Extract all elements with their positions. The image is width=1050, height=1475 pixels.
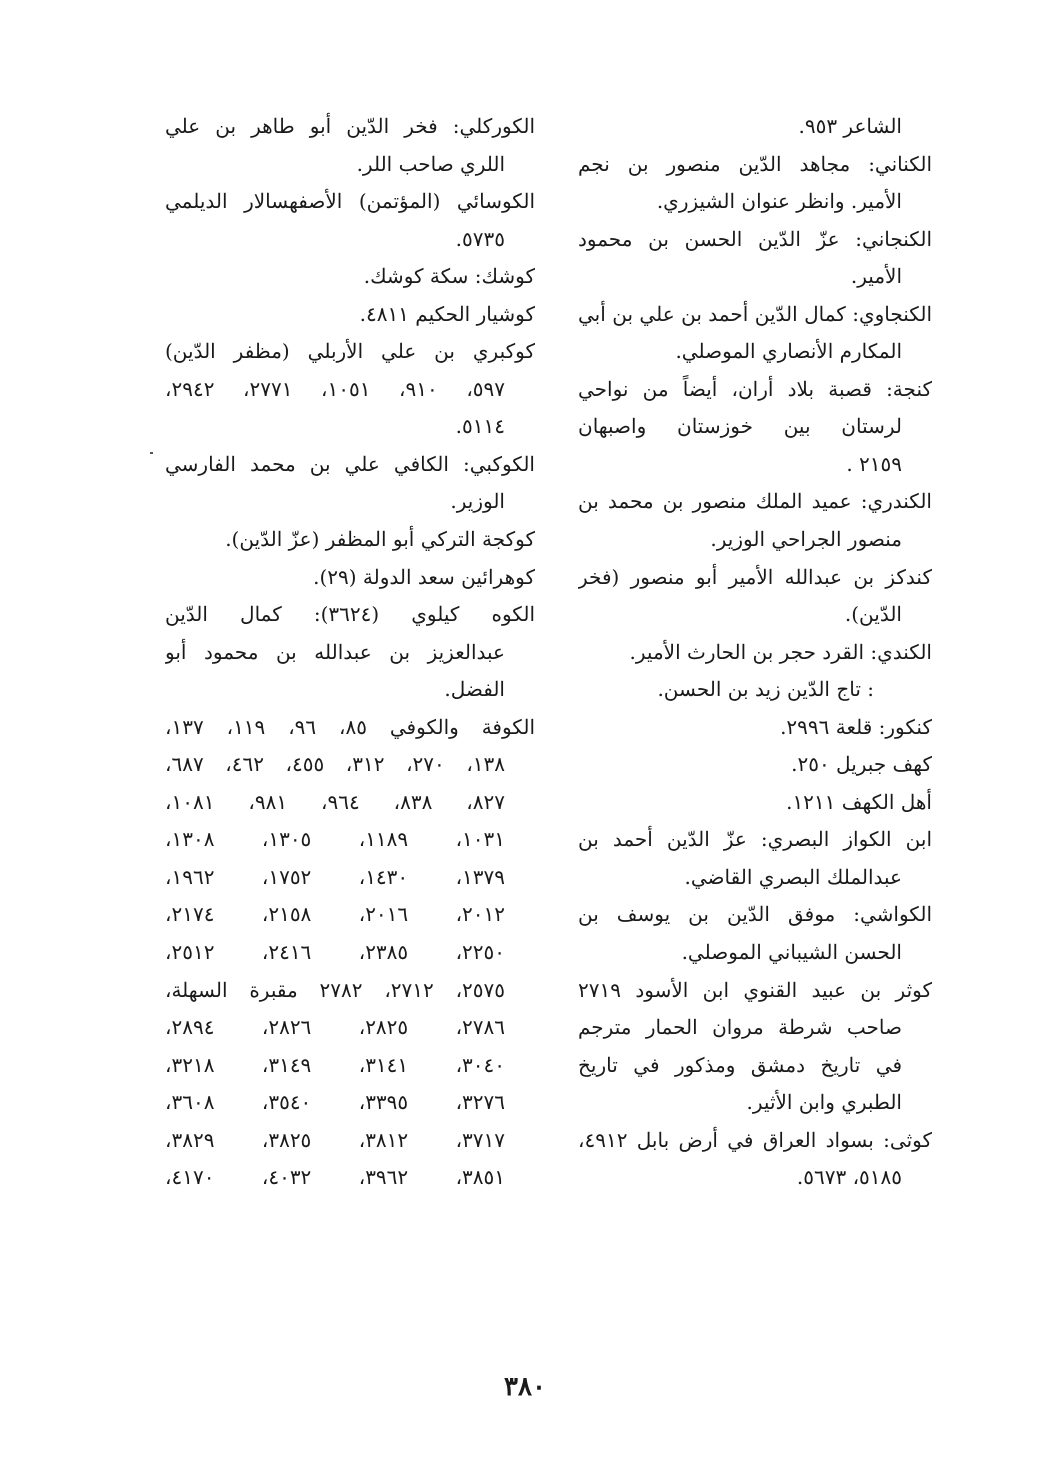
index-line: الكندي: القرد حجر بن الحارث الأمير. <box>629 639 932 664</box>
index-line: : تاج الدّين زيد بن الحسن. <box>657 677 874 702</box>
index-line: كوثر بن عبيد القنوي ابن الأسود ٢٧١٩ <box>578 977 932 1002</box>
index-line: الطبري وابن الأثير. <box>746 1090 902 1115</box>
index-line: كوثى: بسواد العراق في أرض بابل ٤٩١٢، <box>578 1127 932 1152</box>
index-line: الكواشي: موفق الدّين بن يوسف بن <box>578 902 932 927</box>
index-line: كوكبري بن علي الأربلي (مظفر الدّين) <box>165 339 535 364</box>
index-line: ٥١١٤. <box>455 414 505 439</box>
index-line: ٥٧٣٥. <box>455 226 505 251</box>
index-line: ٢٠١٢، ٢٠١٦، ٢١٥٨، ٢١٧٤، <box>165 902 506 927</box>
index-line: الكوسائي (المؤتمن) الأصفهسالار الديلمي <box>165 189 535 214</box>
index-line: الأمير. وانظر عنوان الشيزري. <box>656 189 902 214</box>
index-line: ٣٢٧٦، ٣٣٩٥، ٣٥٤٠، ٣٦٠٨، <box>165 1090 506 1115</box>
index-line: اللري صاحب اللر. <box>356 151 505 176</box>
index-line: في تاريخ دمشق ومذكور في تاريخ <box>578 1052 902 1077</box>
index-line: ٨٢٧، ٨٣٨، ٩٦٤، ٩٨١، ١٠٨١، <box>165 789 505 814</box>
index-line: الكنجاني: عزّ الدّين الحسن بن محمود <box>578 226 932 251</box>
index-line: الفضل. <box>444 677 505 702</box>
index-line: ٢٢٥٠، ٢٣٨٥، ٢٤١٦، ٢٥١٢، <box>165 940 506 965</box>
index-line: الكوركلي: فخر الدّين أبو طاهر بن علي <box>165 114 535 138</box>
index-line: الكندري: عميد الملك منصور بن محمد بن <box>578 489 932 514</box>
index-line: كهف جبريل ٢٥٠. <box>791 752 932 777</box>
index-line: أهل الكهف ١٢١١. <box>786 789 932 814</box>
index-line: ٣٨٥١، ٣٩٦٢، ٤٠٣٢، ٤١٧٠، <box>165 1165 506 1190</box>
index-line: الشاعر ٩٥٣. <box>798 114 902 138</box>
index-line: ٢١٥٩ . <box>846 451 902 476</box>
index-line: الكوفة والكوفي ٨٥، ٩٦، ١١٩، ١٣٧، <box>165 714 535 739</box>
stray-ink-mark <box>150 452 153 454</box>
index-line: ٥٩٧، ٩١٠، ١٠٥١، ٢٧٧١، ٢٩٤٢، <box>165 376 506 401</box>
index-line: صاحب شرطة مروان الحمار مترجم <box>578 1015 902 1040</box>
index-line: ٥١٨٥، ٥٦٧٣. <box>796 1165 902 1190</box>
index-line: الأمير. <box>850 264 902 289</box>
index-line: كوهرائين سعد الدولة (٢٩). <box>313 564 535 589</box>
index-line: كنجة: قصبة بلاد أران، أيضاً من نواحي <box>578 376 932 401</box>
index-line: ١٣٨، ٢٧٠، ٣١٢، ٤٥٥، ٤٦٢، ٦٨٧، <box>165 752 506 777</box>
index-line: لرستان بين خوزستان واصبهان <box>578 414 902 439</box>
index-line: ٣٧١٧، ٣٨١٢، ٣٨٢٥، ٣٨٢٩، <box>165 1127 506 1152</box>
index-line: ٢٧٨٦، ٢٨٢٥، ٢٨٢٦، ٢٨٩٤، <box>165 1015 506 1040</box>
index-line: كنكور: قلعة ٢٩٩٦. <box>780 714 932 739</box>
index-line: منصور الجراحي الوزير. <box>710 527 902 552</box>
index-line: الكنجاوي: كمال الدّين أحمد بن علي بن أبي <box>578 301 932 326</box>
index-line: كوكجة التركي أبو المظفر (عزّ الدّين). <box>225 527 535 552</box>
index-line: ابن الكواز البصري: عزّ الدّين أحمد بن <box>578 827 932 852</box>
index-line: عبدالملك البصري القاضي. <box>684 864 902 889</box>
index-line: الكناني: مجاهد الدّين منصور بن نجم <box>578 151 932 176</box>
index-line: كوشيار الحكيم ٤٨١١. <box>359 301 535 326</box>
index-line: ٢٥٧٥، ٢٧١٢، ٢٧٨٢ مقبرة السهلة، <box>165 977 506 1002</box>
index-column-right <box>578 108 932 1197</box>
index-line: الوزير. <box>450 489 505 514</box>
index-line: عبدالعزيز بن عبدالله بن محمود أبو <box>165 639 505 664</box>
index-line: الكوه كيلوي (٣٦٢٤): كمال الدّين <box>165 602 535 627</box>
index-column-left <box>165 108 535 1197</box>
index-line: الدّين). <box>844 602 902 627</box>
index-line: الحسن الشيباني الموصلي. <box>681 940 902 965</box>
page-number: ٣٨٠ <box>504 1372 546 1402</box>
index-line: ١٣٧٩، ١٤٣٠، ١٧٥٢، ١٩٦٢، <box>165 864 506 889</box>
index-line: كندكز بن عبدالله الأمير أبو منصور (فخر <box>578 564 932 589</box>
index-line: ٣٠٤٠، ٣١٤١، ٣١٤٩، ٣٢١٨، <box>165 1052 506 1077</box>
index-line: المكارم الأنصاري الموصلي. <box>675 339 902 364</box>
index-line: ١٠٣١، ١١٨٩، ١٣٠٥، ١٣٠٨، <box>165 827 506 852</box>
index-line: كوشك: سكة كوشك. <box>363 264 535 289</box>
index-line: الكوكبي: الكافي علي بن محمد الفارسي <box>165 451 535 476</box>
